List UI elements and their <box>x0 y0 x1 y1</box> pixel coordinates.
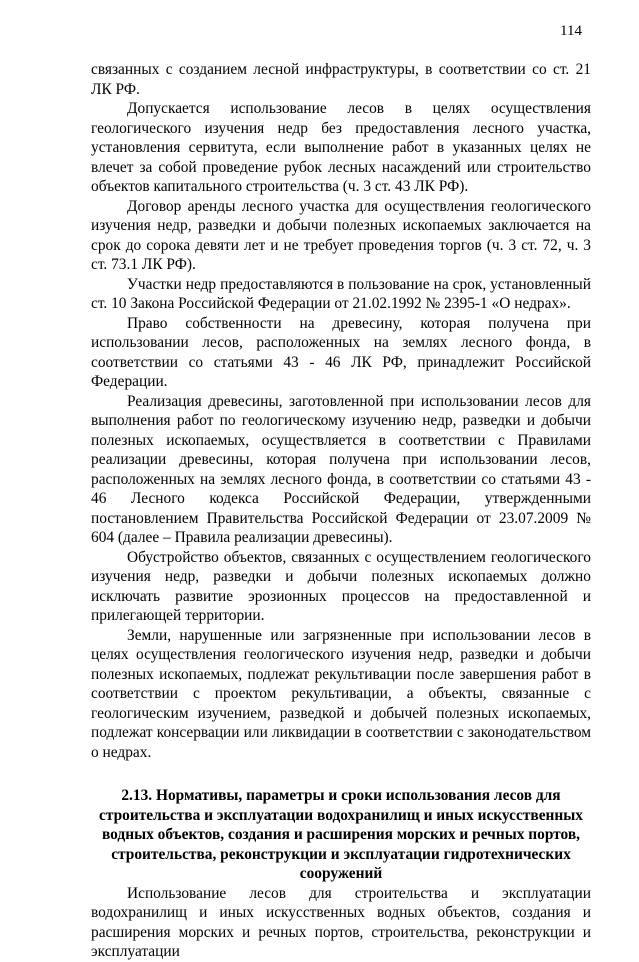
section-heading: 2.13. Нормативы, параметры и сроки использования лесов для строительства и эксплуатации водохранилищ и иных искусственных водных объектов, создания и расширения морских и речных портов, строительства, реконструкции и эксплуатации гидротехнических сооружений <box>99 787 583 882</box>
paragraph-geological-study-use: Допускается использование лесов в целях осуществления геологического изучения недр без предоставления лесного участка, установления сервитута, если выполнение работ в указанных целях не влечет за собой проведение рубок лесных насаждений или строительство объектов капитального строительства (ч. 3 ст. 43 ЛК РФ). <box>91 100 591 195</box>
paragraph-land-reclamation: Земли, нарушенные или загрязненные при использовании лесов в целях осуществления геологического изучения недр, разведки и добычи полезных ископаемых, подлежат рекультивации после завершения работ в соответствии с проектом рекультивации, а объекты, связанные с геологическим изучением, разведкой и добычей полезных ископаемых, подлежат консервации или ликвидации в соответствии с законодательством о недрах. <box>91 626 591 761</box>
page-number: 114 <box>560 23 582 39</box>
paragraph-reservoirs-use: Использование лесов для строительства и эксплуатации водохранилищ и иных искусственных водных объектов, создания и расширения морских и речных портов, строительства, реконструкции и эксплуатации <box>91 884 591 960</box>
paragraph-subsoil-plots: Участки недр предоставляются в пользование на срок, установленный ст. 10 Закона Российской Федерации от 21.02.1992 № 2395-1 «О недрах». <box>91 275 591 312</box>
document-body <box>91 60 591 962</box>
paragraph-timber-ownership: Право собственности на древесину, которая получена при использовании лесов, расположенных на землях лесного фонда, в соответствии со статьями 43 - 46 ЛК РФ, принадлежит Российской Федерации. <box>91 314 591 390</box>
paragraph-lease-agreement: Договор аренды лесного участка для осуществления геологического изучения недр, разведки и добычи полезных ископаемых заключается на срок до сорока девяти лет и не требует проведения торгов (ч. 3 ст. 72, ч. 3 ст. 73.1 ЛК РФ). <box>91 197 591 273</box>
paragraph-timber-sale: Реализация древесины, заготовленной при использовании лесов для выполнения работ по геологическому изучению недр, разведки и добычи полезных ископаемых, осуществляется в соответствии с Правилами реализации древесины, которая получена при использовании лесов, расположенных на землях лесного фонда, в соответствии со статьями 43 - 46 Лесного кодекса Российской Федерации, утвержденными постановлением Правительства Российской Федерации от 23.07.2009 № 604 (далее – Правила реализации древесины). <box>91 392 591 546</box>
paragraph-continuation: связанных с созданием лесной инфраструктуры, в соответствии со ст. 21 ЛК РФ. <box>91 61 591 98</box>
paragraph-facility-arrangement: Обустройство объектов, связанных с осуществлением геологического изучения недр, разведки и добычи полезных ископаемых должно исключать развитие эрозионных процессов на предоставленной и прилегающей территории. <box>91 548 591 624</box>
